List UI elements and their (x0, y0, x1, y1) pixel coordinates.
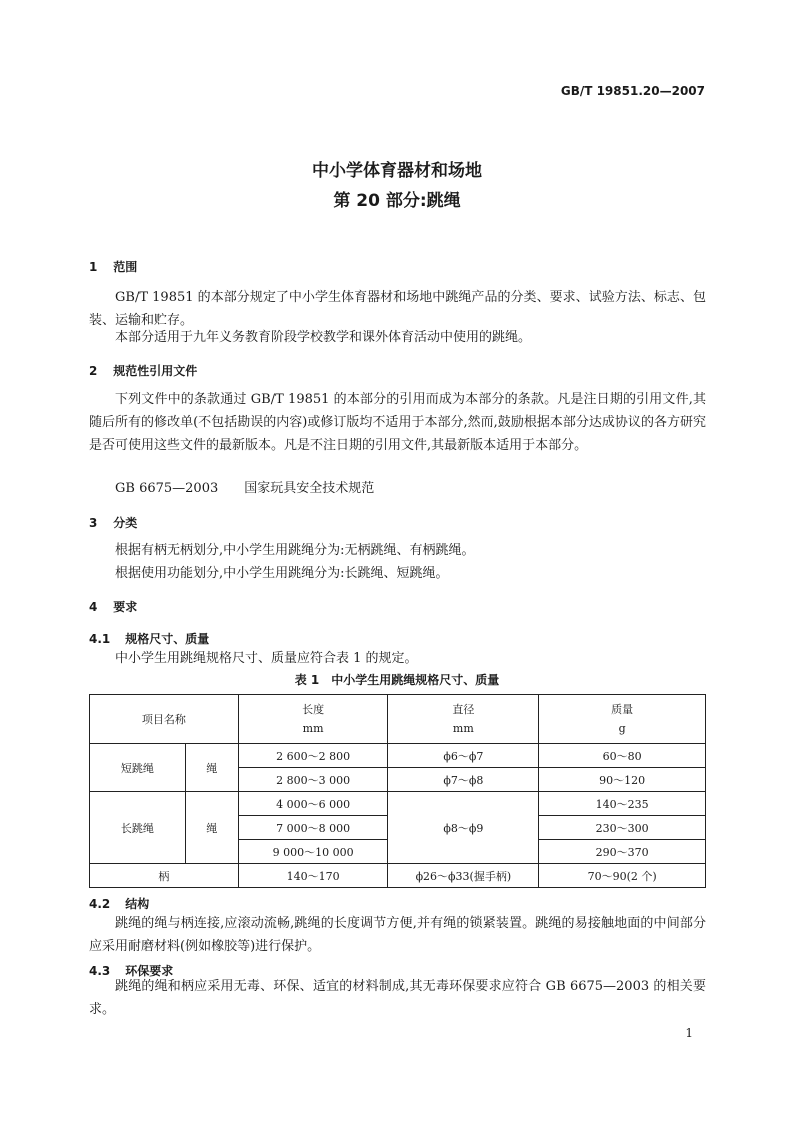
cell-part: 绳 (185, 792, 238, 864)
section-number: 4.1 (89, 632, 111, 646)
cell-mass: 60～80 (539, 744, 706, 768)
section-number: 2 (89, 364, 98, 378)
header-length-label: 长度 (302, 703, 325, 716)
section-title: 分类 (113, 516, 138, 530)
section-2-paragraph-1: 下列文件中的条款通过 GB/T 19851 的本部分的引用而成为本部分的条款。凡是注日期的引用文件,其随后所有的修改单(不包括勘误的内容)或修订版均不适用于本部分,然而,鼓励根据本部分达成协议的各方研究是否可使用这些文件的最新版本。凡是不注日期的引用文件,其最新版本适用于本部分。 (89, 392, 706, 453)
section-number: 4 (89, 600, 98, 614)
section-1-paragraph-2: 本部分适用于九年义务教育阶段学校教学和课外体育活动中使用的跳绳。 (115, 330, 532, 345)
table-row (90, 864, 706, 888)
cell-part: 绳 (185, 744, 238, 792)
cell-length: 9 000～10 000 (238, 840, 388, 864)
header-length (238, 695, 388, 744)
header-diameter-unit: mm (452, 722, 474, 735)
header-length-unit: mm (302, 722, 324, 735)
cell-mass: 90～120 (539, 768, 706, 792)
document-title: 中小学体育器材和场地 (312, 161, 482, 181)
header-mass-label: 质量 (611, 703, 634, 716)
section-4-heading (89, 598, 137, 615)
cell-mass: 290～370 (539, 840, 706, 864)
document-subtitle: 第 20 部分:跳绳 (333, 191, 461, 211)
header-diameter (388, 695, 539, 744)
spec-table (89, 694, 706, 888)
normative-reference (89, 477, 706, 500)
section-3-heading (89, 514, 137, 531)
cell-diameter: ϕ7～ϕ8 (388, 768, 539, 792)
section-2-heading (89, 362, 197, 379)
section-4-2-paragraph: 跳绳的绳与柄连接,应滚动流畅,跳绳的长度调节方便,并有绳的锁紧装置。跳绳的易接触地面的中间部分应采用耐磨材料(例如橡胶等)进行保护。 (89, 916, 706, 954)
cell-mass: 140～235 (539, 792, 706, 816)
cell-handle: 柄 (90, 864, 239, 888)
table-row (90, 744, 706, 768)
section-number: 3 (89, 516, 98, 530)
cell-length: 7 000～8 000 (238, 816, 388, 840)
standard-code: GB/T 19851.20—2007 (560, 84, 705, 98)
section-3-paragraph-2: 根据使用功能划分,中小学生用跳绳分为:长跳绳、短跳绳。 (115, 566, 449, 581)
section-1-heading (89, 258, 137, 275)
section-number: 1 (89, 260, 98, 274)
section-3-paragraph-1: 根据有柄无柄划分,中小学生用跳绳分为:无柄跳绳、有柄跳绳。 (115, 543, 475, 558)
header-mass-unit: g (618, 722, 626, 735)
cell-length: 4 000～6 000 (238, 792, 388, 816)
section-4-2-heading (89, 895, 149, 912)
header-item-name: 项目名称 (90, 695, 239, 744)
reference-code: GB 6675—2003 (115, 481, 219, 496)
section-4-1-heading (89, 630, 209, 647)
cell-diameter: ϕ8～ϕ9 (388, 792, 539, 864)
header-diameter-label: 直径 (452, 703, 475, 716)
section-title: 范围 (113, 260, 138, 274)
section-number: 4.2 (89, 897, 111, 911)
section-1-paragraph-1: GB/T 19851 的本部分规定了中小学生体育器材和场地中跳绳产品的分类、要求、试验方法、标志、包装、运输和贮存。 (89, 290, 706, 328)
section-4-1-paragraph: 中小学生用跳绳规格尺寸、质量应符合表 1 的规定。 (115, 651, 418, 666)
table-row (90, 792, 706, 816)
header-mass (539, 695, 706, 744)
reference-title: 国家玩具安全技术规范 (244, 481, 375, 496)
cell-long-rope: 长跳绳 (90, 792, 186, 864)
cell-length: 2 800～3 000 (238, 768, 388, 792)
section-title: 结构 (125, 897, 150, 911)
table-header-row (90, 695, 706, 744)
section-title: 规格尺寸、质量 (125, 632, 210, 646)
cell-diameter: ϕ6～ϕ7 (388, 744, 539, 768)
cell-mass: 70～90(2 个) (539, 864, 706, 888)
section-title: 要求 (113, 600, 138, 614)
table-caption: 表 1 中小学生用跳绳规格尺寸、质量 (294, 673, 500, 687)
cell-diameter: ϕ26～ϕ33(握手柄) (388, 864, 539, 888)
cell-length: 140～170 (238, 864, 388, 888)
page-number: 1 (685, 1026, 693, 1040)
cell-length: 2 600～2 800 (238, 744, 388, 768)
section-title: 规范性引用文件 (113, 364, 198, 378)
section-title: 环保要求 (125, 964, 174, 978)
cell-short-rope: 短跳绳 (90, 744, 186, 792)
cell-mass: 230～300 (539, 816, 706, 840)
section-number: 4.3 (89, 964, 111, 978)
section-4-3-paragraph: 跳绳的绳和柄应采用无毒、环保、适宜的材料制成,其无毒环保要求应符合 GB 6675—2003 的相关要求。 (89, 979, 706, 1017)
